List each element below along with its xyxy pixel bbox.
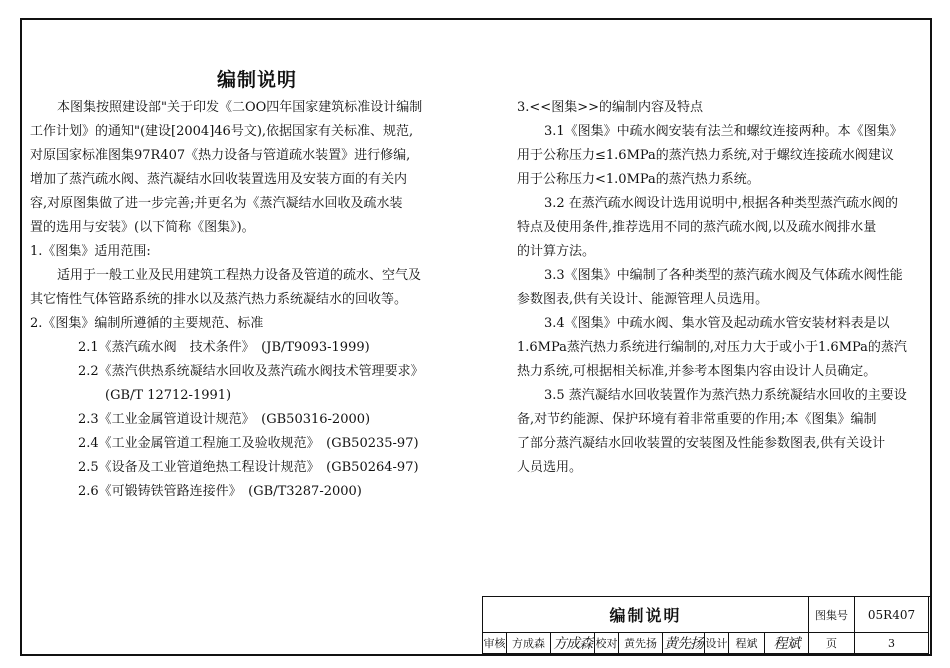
review-name: 方成森 [507,633,551,654]
text-line: 用于公称压力<1.0MPa的蒸汽热力系统。 [517,172,760,187]
atlas-number: 05R407 [855,597,929,633]
text-line: 2.1《蒸汽疏水阀 技术条件》 (JB/T9093-1999) [78,340,370,355]
page-number: 3 [855,633,929,654]
design-label: 设计 [705,633,729,654]
text-line: 了部分蒸汽凝结水回收装置的安装图及性能参数图表,供有关设计 [517,436,886,451]
title-block-name: 编制说明 [483,597,809,633]
check-name: 黄先扬 [619,633,663,654]
text-line: 备,对节约能源、保护环境有着非常重要的作用;本《图集》编制 [517,412,877,427]
page-label: 页 [809,633,855,654]
text-line: 的计算方法。 [517,244,596,259]
check-label: 校对 [595,633,619,654]
text-line: (GB/T 12712-1991) [105,388,232,403]
text-line: 本图集按照建设部"关于印发《二OO四年国家建筑标准设计编制 [57,100,423,115]
review-signature: 方成森 [551,633,595,654]
text-line: 特点及使用条件,推荐选用不同的蒸汽疏水阀,以及疏水阀排水量 [517,220,877,235]
text-line: 3.4《图集》中疏水阀、集水管及起动疏水管安装材料表是以 [544,316,890,331]
text-line: 其它惰性气体管路系统的排水以及蒸汽热力系统凝结水的回收等。 [30,292,408,307]
page-title: 编制说明 [217,69,298,91]
text-line: 3.2 在蒸汽疏水阀设计选用说明中,根据各种类型蒸汽疏水阀的 [544,196,898,211]
text-line: 3.<<图集>>的编制内容及特点 [517,100,703,115]
text-line: 2.4《工业金属管道工程施工及验收规范》 (GB50235-97) [78,436,419,451]
text-line: 置的选用与安装》(以下简称《图集》)。 [30,220,255,235]
right-text-column [517,96,912,480]
design-signature: 程斌 [765,633,809,654]
text-line: 3.5 蒸汽凝结水回收装置作为蒸汽热力系统凝结水回收的主要设 [544,388,907,403]
text-line: 2.3《工业金属管道设计规范》 (GB50316-2000) [78,412,371,427]
text-line: 2.2《蒸汽供热系统凝结水回收及蒸汽疏水阀技术管理要求》 [78,364,424,379]
text-line: 参数图表,供有关设计、能源管理人员选用。 [517,292,769,307]
review-label: 审核 [483,633,507,654]
title-block [482,596,930,654]
text-line: 3.1《图集》中疏水阀安装有法兰和螺纹连接两种。本《图集》 [544,124,903,139]
check-signature: 黄先扬 [663,633,705,654]
text-line: 2.6《可锻铸铁管路连接件》 (GB/T3287-2000) [78,484,362,499]
text-line: 适用于一般工业及民用建筑工程热力设备及管道的疏水、空气及 [57,268,422,283]
text-line: 2.5《设备及工业管道绝热工程设计规范》 (GB50264-97) [78,460,419,475]
text-line: 1.《图集》适用范围: [30,244,151,259]
text-line: 1.6MPa蒸汽热力系统进行编制的,对压力大于或小于1.6MPa的蒸汽 [517,340,907,355]
atlas-number-label: 图集号 [809,597,855,633]
text-line: 工作计划》的通知"(建设[2004]46号文),依据国家有关标准、规范, [30,124,414,139]
text-line: 对原国家标准图集97R407《热力设备与管道疏水装置》进行修编, [30,148,411,163]
text-line: 容,对原图集做了进一步完善;并更名为《蒸汽凝结水回收及疏水装 [30,196,403,211]
text-line: 3.3《图集》中编制了各种类型的蒸汽疏水阀及气体疏水阀性能 [544,268,903,283]
design-name: 程斌 [729,633,765,654]
text-line: 增加了蒸汽疏水阀、蒸汽凝结水回收装置选用及安装方面的有关内 [30,172,408,187]
text-line: 热力系统,可根据相关标准,并参考本图集内容由设计人员确定。 [517,364,877,379]
text-line: 用于公称压力≤1.6MPa的蒸汽热力系统,对于螺纹连接疏水阀建议 [517,148,894,163]
text-line: 人员选用。 [517,460,583,475]
left-text-column [30,96,475,504]
text-line: 2.《图集》编制所遵循的主要规范、标准 [30,316,264,331]
